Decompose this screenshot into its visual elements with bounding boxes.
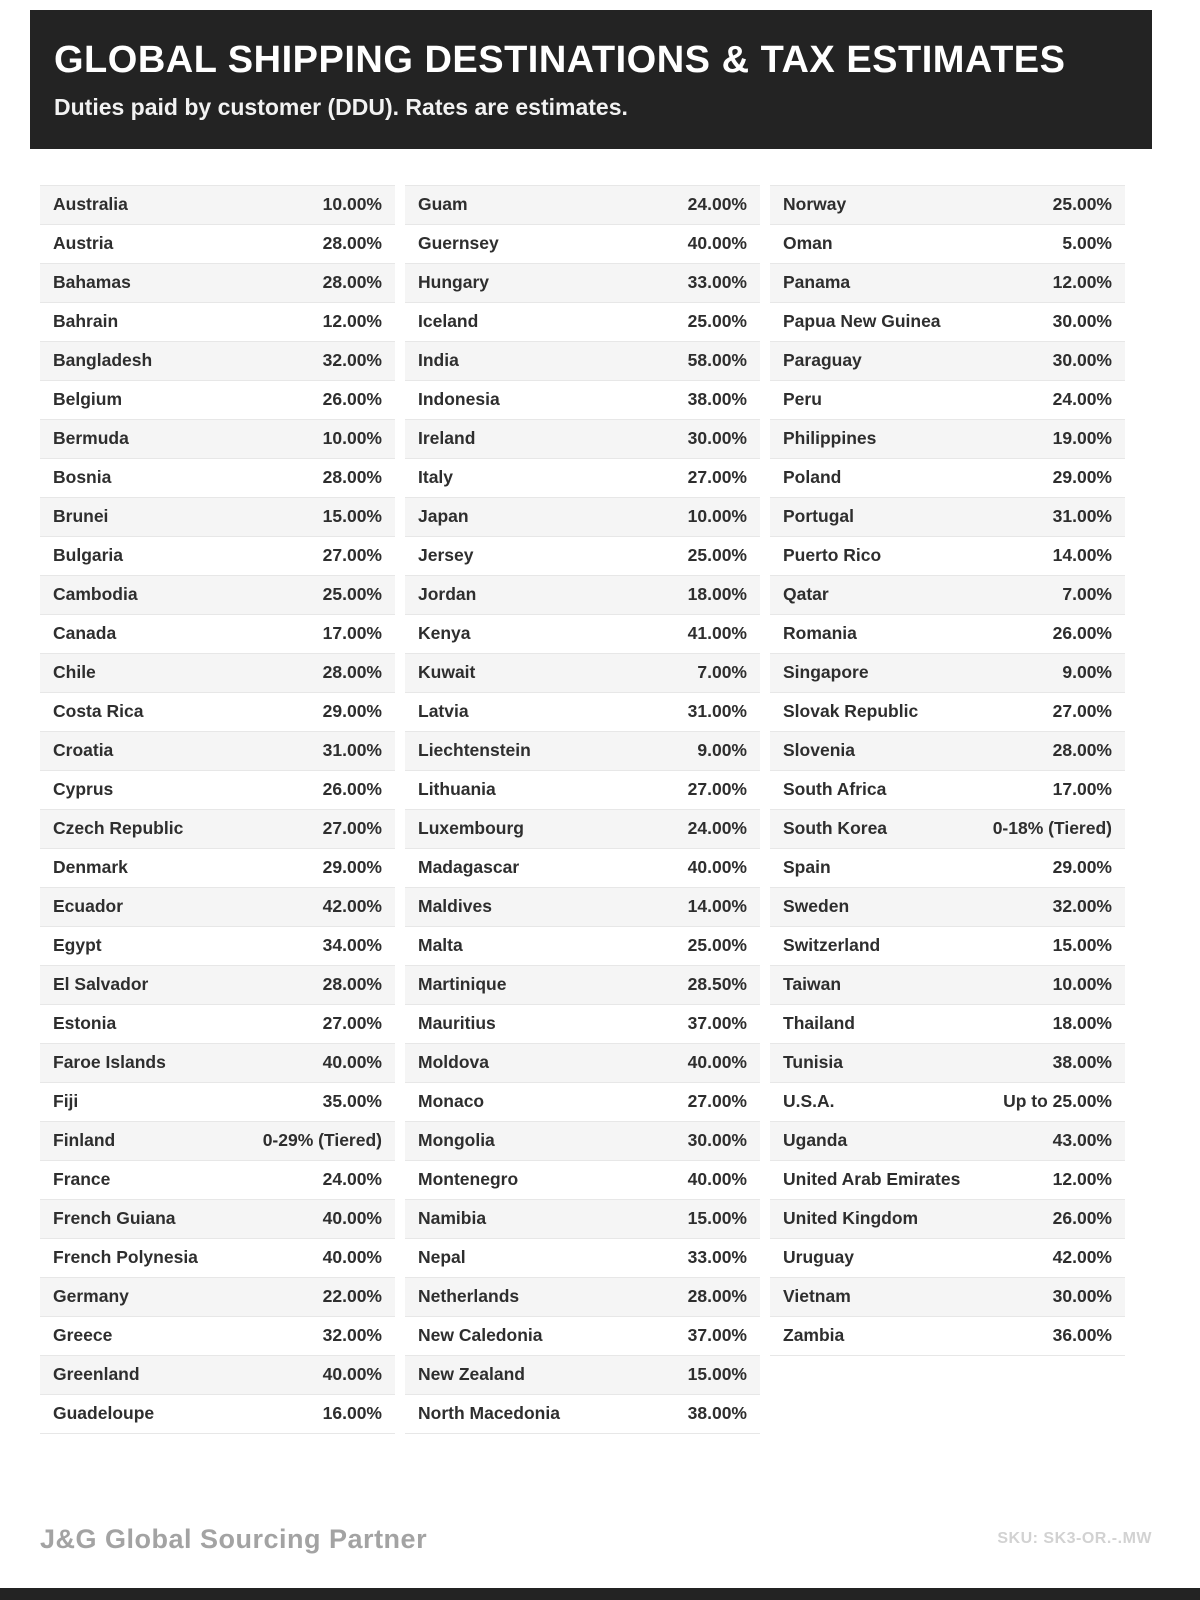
rate-row — [405, 966, 760, 1005]
tax-rate: 40.00% — [687, 857, 747, 878]
country-name: North Macedonia — [418, 1403, 560, 1424]
rate-row — [405, 1005, 760, 1044]
tax-rate: 42.00% — [1052, 1247, 1112, 1268]
country-name: Qatar — [783, 584, 829, 605]
rate-row — [770, 186, 1125, 225]
tax-rate: 33.00% — [687, 1247, 747, 1268]
rate-row — [405, 1239, 760, 1278]
country-name: United Arab Emirates — [783, 1169, 961, 1190]
tax-rate: 40.00% — [322, 1364, 382, 1385]
tax-rate: 38.00% — [687, 1403, 747, 1424]
tax-rate: 28.00% — [687, 1286, 747, 1307]
country-name: Romania — [783, 623, 857, 644]
country-name: Guam — [418, 194, 468, 215]
rate-row — [40, 1122, 395, 1161]
tax-rate: 7.00% — [1062, 584, 1112, 605]
tax-rate: 36.00% — [1052, 1325, 1112, 1346]
rate-row — [405, 1122, 760, 1161]
rate-row — [770, 654, 1125, 693]
country-name: Bermuda — [53, 428, 129, 449]
country-name: Slovenia — [783, 740, 855, 761]
rate-row — [40, 1356, 395, 1395]
country-name: Egypt — [53, 935, 102, 956]
country-name: Montenegro — [418, 1169, 519, 1190]
tax-rate: 37.00% — [687, 1013, 747, 1034]
tax-rate: 17.00% — [1052, 779, 1112, 800]
country-name: Indonesia — [418, 389, 500, 410]
tax-rate: 30.00% — [687, 428, 747, 449]
tax-rate: 10.00% — [322, 428, 382, 449]
country-name: Lithuania — [418, 779, 496, 800]
rate-row — [40, 1317, 395, 1356]
country-name: Norway — [783, 194, 847, 215]
rate-row — [770, 849, 1125, 888]
country-name: Bosnia — [53, 467, 112, 488]
country-name: Canada — [53, 623, 117, 644]
country-name: Switzerland — [783, 935, 881, 956]
country-name: Latvia — [418, 701, 469, 722]
rate-row — [405, 459, 760, 498]
tax-rate: 17.00% — [322, 623, 382, 644]
country-name: Maldives — [418, 896, 492, 917]
country-name: New Zealand — [418, 1364, 525, 1385]
tax-rate: 29.00% — [322, 857, 382, 878]
rate-row — [770, 576, 1125, 615]
rate-row — [770, 615, 1125, 654]
rate-row — [40, 810, 395, 849]
rate-row — [770, 1317, 1125, 1356]
tax-rate: 9.00% — [697, 740, 747, 761]
rate-row — [770, 810, 1125, 849]
rate-row — [405, 615, 760, 654]
rate-row — [770, 888, 1125, 927]
tax-rate: 32.00% — [322, 1325, 382, 1346]
tax-rate: 27.00% — [687, 1091, 747, 1112]
tax-rate: 40.00% — [687, 233, 747, 254]
country-name: Kuwait — [418, 662, 476, 683]
country-name: Brunei — [53, 506, 109, 527]
country-name: Japan — [418, 506, 469, 527]
tax-rate: 15.00% — [322, 506, 382, 527]
country-name: Spain — [783, 857, 831, 878]
tax-rate: 31.00% — [1052, 506, 1112, 527]
country-name: Portugal — [783, 506, 854, 527]
country-name: Bangladesh — [53, 350, 153, 371]
tax-rate: 10.00% — [687, 506, 747, 527]
country-name: French Guiana — [53, 1208, 176, 1229]
tax-rate: 7.00% — [697, 662, 747, 683]
rate-row — [40, 888, 395, 927]
rate-row — [40, 849, 395, 888]
rate-row — [40, 420, 395, 459]
country-name: Greenland — [53, 1364, 140, 1385]
tax-rate: 40.00% — [322, 1208, 382, 1229]
country-name: Chile — [53, 662, 96, 683]
rate-row — [40, 1200, 395, 1239]
tax-rate: 28.00% — [322, 467, 382, 488]
tax-rate: 16.00% — [322, 1403, 382, 1424]
page-subtitle: Duties paid by customer (DDU). Rates are estimates. — [54, 93, 628, 120]
rates-table — [40, 185, 1125, 1434]
tax-rate: 29.00% — [322, 701, 382, 722]
country-name: Mauritius — [418, 1013, 496, 1034]
rate-row — [405, 654, 760, 693]
tax-rate: 25.00% — [322, 584, 382, 605]
tax-rate: 32.00% — [322, 350, 382, 371]
rate-row — [770, 420, 1125, 459]
rate-row — [770, 732, 1125, 771]
tax-rate: 25.00% — [687, 545, 747, 566]
rate-row — [770, 498, 1125, 537]
rate-row — [770, 537, 1125, 576]
country-name: Vietnam — [783, 1286, 851, 1307]
tax-rate: Up to 25.00% — [1003, 1091, 1112, 1112]
tax-rate: 40.00% — [687, 1052, 747, 1073]
country-name: South Korea — [783, 818, 888, 839]
country-name: Moldova — [418, 1052, 489, 1073]
country-name: Jordan — [418, 584, 477, 605]
tax-rate: 30.00% — [1052, 1286, 1112, 1307]
country-name: India — [418, 350, 459, 371]
tax-rate: 27.00% — [687, 779, 747, 800]
rate-row — [40, 966, 395, 1005]
rate-row — [405, 498, 760, 537]
rate-row — [770, 927, 1125, 966]
rates-column-1 — [40, 185, 395, 1434]
country-name: Germany — [53, 1286, 129, 1307]
rate-row — [405, 1200, 760, 1239]
rate-row — [405, 537, 760, 576]
tax-rate: 32.00% — [1052, 896, 1112, 917]
rate-row — [405, 1317, 760, 1356]
country-name: El Salvador — [53, 974, 149, 995]
rate-row — [770, 381, 1125, 420]
country-name: Panama — [783, 272, 851, 293]
tax-rate: 24.00% — [687, 194, 747, 215]
rate-row — [40, 1083, 395, 1122]
country-name: Bahamas — [53, 272, 131, 293]
tax-rate: 28.00% — [322, 272, 382, 293]
rate-row — [770, 771, 1125, 810]
tax-rate: 28.00% — [1052, 740, 1112, 761]
country-name: Tunisia — [783, 1052, 843, 1073]
rate-row — [40, 771, 395, 810]
country-name: Mongolia — [418, 1130, 495, 1151]
rate-row — [770, 1239, 1125, 1278]
country-name: Namibia — [418, 1208, 487, 1229]
rate-row — [405, 225, 760, 264]
rate-row — [405, 1044, 760, 1083]
country-name: Nepal — [418, 1247, 466, 1268]
bottom-accent-bar — [0, 1588, 1200, 1600]
country-name: Kenya — [418, 623, 471, 644]
rate-row — [40, 576, 395, 615]
country-name: Madagascar — [418, 857, 520, 878]
tax-rate: 25.00% — [1052, 194, 1112, 215]
tax-rate: 25.00% — [687, 311, 747, 332]
country-name: Singapore — [783, 662, 869, 683]
tax-rate: 24.00% — [1052, 389, 1112, 410]
country-name: Netherlands — [418, 1286, 520, 1307]
tax-rate: 28.00% — [322, 974, 382, 995]
country-name: Sweden — [783, 896, 850, 917]
country-name: South Africa — [783, 779, 887, 800]
rate-row — [405, 264, 760, 303]
country-name: Czech Republic — [53, 818, 184, 839]
country-name: U.S.A. — [783, 1091, 835, 1112]
rate-row — [770, 459, 1125, 498]
country-name: Cyprus — [53, 779, 114, 800]
country-name: Bahrain — [53, 311, 119, 332]
tax-rate: 58.00% — [687, 350, 747, 371]
rate-row — [40, 732, 395, 771]
tax-rate: 30.00% — [1052, 350, 1112, 371]
country-name: Cambodia — [53, 584, 138, 605]
rate-row — [770, 225, 1125, 264]
rate-row — [405, 732, 760, 771]
tax-rate: 19.00% — [1052, 428, 1112, 449]
rate-row — [40, 1161, 395, 1200]
tax-rate: 15.00% — [687, 1208, 747, 1229]
country-name: Peru — [783, 389, 822, 410]
country-name: Italy — [418, 467, 454, 488]
country-name: Austria — [53, 233, 114, 254]
tax-rate: 24.00% — [687, 818, 747, 839]
rate-row — [40, 303, 395, 342]
country-name: Philippines — [783, 428, 877, 449]
rate-row — [770, 1005, 1125, 1044]
tax-rate: 37.00% — [687, 1325, 747, 1346]
tax-rate: 31.00% — [322, 740, 382, 761]
country-name: Paraguay — [783, 350, 862, 371]
country-name: United Kingdom — [783, 1208, 919, 1229]
tax-rate: 27.00% — [687, 467, 747, 488]
country-name: Belgium — [53, 389, 123, 410]
rate-row — [40, 1005, 395, 1044]
sku-label: SKU: SK3-OR.-.MW — [997, 1530, 1152, 1547]
rate-row — [40, 615, 395, 654]
country-name: Slovak Republic — [783, 701, 919, 722]
rate-row — [40, 342, 395, 381]
tax-rate: 10.00% — [322, 194, 382, 215]
rate-row — [770, 1044, 1125, 1083]
country-name: Papua New Guinea — [783, 311, 941, 332]
rate-row — [770, 966, 1125, 1005]
country-name: Taiwan — [783, 974, 842, 995]
page-title: GLOBAL SHIPPING DESTINATIONS & TAX ESTIMATES — [54, 39, 1066, 81]
rate-row — [770, 693, 1125, 732]
rate-row — [405, 420, 760, 459]
rate-row — [405, 186, 760, 225]
country-name: Ireland — [418, 428, 476, 449]
tax-rate: 30.00% — [1052, 311, 1112, 332]
rate-row — [405, 342, 760, 381]
rate-row — [770, 1200, 1125, 1239]
country-name: Australia — [53, 194, 128, 215]
rate-row — [405, 303, 760, 342]
country-name: Poland — [783, 467, 842, 488]
tax-rate: 14.00% — [1052, 545, 1112, 566]
country-name: Faroe Islands — [53, 1052, 166, 1073]
rate-row — [770, 1122, 1125, 1161]
country-name: Fiji — [53, 1091, 79, 1112]
rate-row — [40, 1239, 395, 1278]
country-name: Luxembourg — [418, 818, 524, 839]
rate-row — [405, 381, 760, 420]
tax-rate: 26.00% — [1052, 623, 1112, 644]
rate-row — [770, 342, 1125, 381]
tax-rate: 30.00% — [687, 1130, 747, 1151]
rate-row — [405, 1395, 760, 1434]
country-name: Iceland — [418, 311, 479, 332]
tax-rate: 5.00% — [1062, 233, 1112, 254]
rate-row — [40, 1044, 395, 1083]
tax-rate: 27.00% — [322, 545, 382, 566]
tax-rate: 14.00% — [687, 896, 747, 917]
tax-rate: 25.00% — [687, 935, 747, 956]
country-name: Guernsey — [418, 233, 499, 254]
tax-rate: 26.00% — [322, 389, 382, 410]
tax-rate: 26.00% — [1052, 1208, 1112, 1229]
rate-row — [405, 888, 760, 927]
country-name: Estonia — [53, 1013, 117, 1034]
country-name: Guadeloupe — [53, 1403, 155, 1424]
tax-rate: 12.00% — [1052, 272, 1112, 293]
tax-rate: 28.50% — [687, 974, 747, 995]
tax-rate: 12.00% — [322, 311, 382, 332]
tax-rate: 15.00% — [1052, 935, 1112, 956]
brand-name: J&G Global Sourcing Partner — [40, 1524, 428, 1554]
rate-row — [770, 1161, 1125, 1200]
rate-row — [40, 381, 395, 420]
tax-rate: 38.00% — [687, 389, 747, 410]
tax-rate: 35.00% — [322, 1091, 382, 1112]
tax-rate: 29.00% — [1052, 857, 1112, 878]
rate-row — [40, 693, 395, 732]
country-name: Oman — [783, 233, 833, 254]
rate-row — [405, 1161, 760, 1200]
rate-row — [40, 186, 395, 225]
tax-rate: 18.00% — [1052, 1013, 1112, 1034]
tax-rate: 41.00% — [687, 623, 747, 644]
rate-row — [40, 927, 395, 966]
country-name: Malta — [418, 935, 463, 956]
rate-row — [405, 927, 760, 966]
rate-row — [770, 303, 1125, 342]
rate-row — [40, 459, 395, 498]
country-name: Hungary — [418, 272, 489, 293]
country-name: Puerto Rico — [783, 545, 882, 566]
rates-column-2 — [405, 185, 760, 1434]
rate-row — [40, 498, 395, 537]
country-name: Monaco — [418, 1091, 485, 1112]
country-name: New Caledonia — [418, 1325, 543, 1346]
country-name: French Polynesia — [53, 1247, 198, 1268]
country-name: Thailand — [783, 1013, 855, 1034]
tax-rate: 42.00% — [322, 896, 382, 917]
country-name: Croatia — [53, 740, 114, 761]
tax-rate: 34.00% — [322, 935, 382, 956]
rate-row — [405, 1083, 760, 1122]
tax-rate: 12.00% — [1052, 1169, 1112, 1190]
country-name: Liechtenstein — [418, 740, 531, 761]
tax-rate: 24.00% — [322, 1169, 382, 1190]
tax-rate: 29.00% — [1052, 467, 1112, 488]
country-name: France — [53, 1169, 111, 1190]
tax-rate: 10.00% — [1052, 974, 1112, 995]
tax-rate: 0-29% (Tiered) — [262, 1130, 382, 1151]
rate-row — [405, 810, 760, 849]
country-name: Greece — [53, 1325, 113, 1346]
country-name: Costa Rica — [53, 701, 144, 722]
header-banner — [30, 10, 1152, 149]
country-name: Ecuador — [53, 896, 124, 917]
tax-rate: 9.00% — [1062, 662, 1112, 683]
rate-row — [405, 1356, 760, 1395]
rate-row — [405, 1278, 760, 1317]
rate-row — [40, 225, 395, 264]
tax-rate: 40.00% — [322, 1052, 382, 1073]
rate-row — [405, 771, 760, 810]
tax-rate: 40.00% — [687, 1169, 747, 1190]
country-name: Martinique — [418, 974, 507, 995]
country-name: Denmark — [53, 857, 128, 878]
rate-row — [405, 849, 760, 888]
rate-row — [40, 264, 395, 303]
tax-rate: 18.00% — [687, 584, 747, 605]
tax-rate: 43.00% — [1052, 1130, 1112, 1151]
rate-row — [405, 693, 760, 732]
rate-row — [40, 1395, 395, 1434]
rate-row — [40, 1278, 395, 1317]
tax-rate: 26.00% — [322, 779, 382, 800]
rate-row — [405, 576, 760, 615]
tax-rate: 28.00% — [322, 233, 382, 254]
tax-rate: 31.00% — [687, 701, 747, 722]
tax-rate: 28.00% — [322, 662, 382, 683]
rate-row — [770, 1278, 1125, 1317]
country-name: Zambia — [783, 1325, 845, 1346]
country-name: Jersey — [418, 545, 474, 566]
country-name: Finland — [53, 1130, 116, 1151]
tax-rate: 27.00% — [1052, 701, 1112, 722]
rate-row — [770, 1083, 1125, 1122]
tax-rate: 38.00% — [1052, 1052, 1112, 1073]
tax-rate: 27.00% — [322, 818, 382, 839]
rate-row — [40, 654, 395, 693]
tax-rate: 22.00% — [322, 1286, 382, 1307]
country-name: Uganda — [783, 1130, 848, 1151]
rate-row — [40, 537, 395, 576]
tax-rate: 15.00% — [687, 1364, 747, 1385]
rate-row — [770, 264, 1125, 303]
tax-rate: 40.00% — [322, 1247, 382, 1268]
tax-rate: 0-18% (Tiered) — [992, 818, 1112, 839]
country-name: Bulgaria — [53, 545, 124, 566]
rates-column-3 — [770, 185, 1125, 1356]
tax-rate: 33.00% — [687, 272, 747, 293]
country-name: Uruguay — [783, 1247, 854, 1268]
tax-rate: 27.00% — [322, 1013, 382, 1034]
